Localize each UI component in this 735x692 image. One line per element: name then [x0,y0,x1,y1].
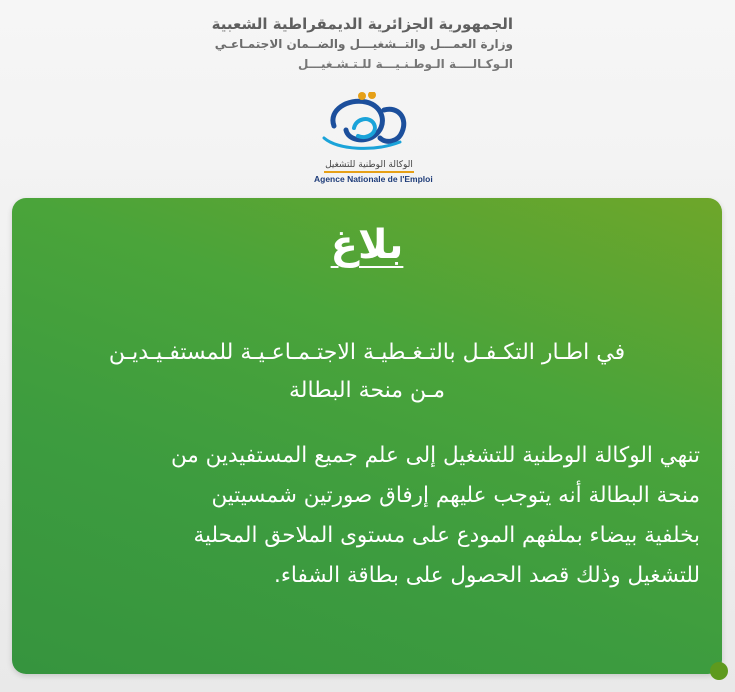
anem-logo-mark-icon [314,92,424,158]
corner-decoration [710,662,728,680]
body-line: بخلفية بيضاء بملفهم المودع على مستوى الملاحق المحلية [193,523,700,548]
body-line: تنهي الوكالة الوطنية للتشغيل إلى علم جميع المستفيدين من [170,443,700,468]
agency-name: الـوكـالــــة الـوطـنـيـــة للـتـشـغيـــل [297,57,513,71]
announcement-card [12,198,722,674]
letterhead [0,14,735,194]
logo-divider [324,171,414,173]
announcement-title-text: بلاغ [330,222,404,268]
ministry-name: وزارة العمـــل والتــشغيـــل والضــمان الاجتمـاعـي [214,37,513,51]
body-line: للتشغيل وذلك قصد الحصول على بطاقة الشفاء. [273,563,700,588]
announcement-body [36,436,700,596]
logo-arabic-name: الوكالة الوطنية للتشغيل [325,160,413,170]
logo-french-name: Agence Nationale de l'Emploi [314,174,433,184]
intro-line: مـن منحة البطالة [288,378,446,403]
announcement-title [12,222,722,268]
government-header [213,14,513,74]
intro-line: في اطـار التكـفـل بالتـغـطيـة الاجتـمـاعـيـة للمستفـيـديـن [108,340,626,365]
announcement-intro [42,334,692,410]
anem-logo [314,92,433,192]
body-line: منحة البطالة أنه يتوجب عليهم إرفاق صورتين شمسيتين [211,483,700,508]
republic-name: الجمهورية الجزائرية الديمقراطية الشعبية [211,15,513,33]
